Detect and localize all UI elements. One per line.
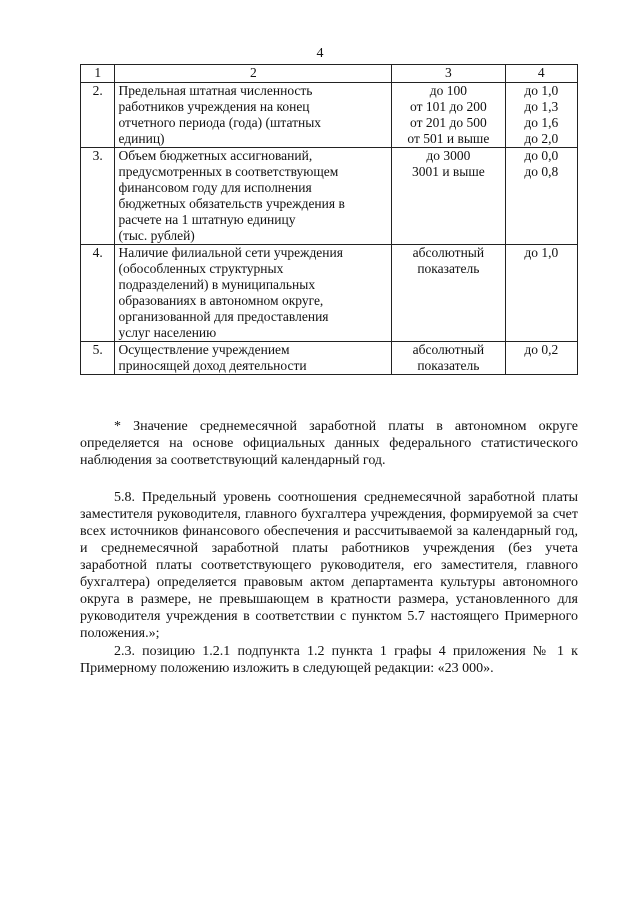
- criterion-cell-line: образованиях в автономном округе,: [118, 293, 324, 308]
- row-number: 3.: [81, 148, 115, 245]
- criterion-cell-line: отчетного периода (года) (штатных: [118, 115, 322, 130]
- range-cell-line: до 3000: [426, 148, 471, 163]
- criterion-cell-line: финансовом году для исполнения: [118, 180, 312, 195]
- range-cell-line: до 100: [429, 83, 467, 98]
- criterion-cell-line: услуг населению: [118, 325, 217, 340]
- criterion-cell-line: Осуществление учреждением: [118, 342, 290, 357]
- row-number: 2.: [81, 83, 115, 148]
- criterion-cell-line: бюджетных обязательств учреждения в: [118, 196, 345, 211]
- criterion-cell: [115, 148, 392, 245]
- column-header: 3: [392, 65, 505, 83]
- column-header: 1: [81, 65, 115, 83]
- column-header: 2: [115, 65, 392, 83]
- range-cell-line: от 501 и выше: [407, 131, 490, 146]
- coefficient-cell-line: до 0,2: [524, 342, 559, 357]
- paragraph-2-3: 2.3. позицию 1.2.1 подпункта 1.2 пункта 1 графы 4 приложения № 1 к Примерному положению изложить в следующей редакции: «23 000».: [80, 644, 578, 676]
- table-body: [81, 83, 578, 375]
- criterion-cell: [115, 245, 392, 342]
- range-cell: [392, 83, 505, 148]
- range-cell-line: показатель: [417, 261, 480, 276]
- table-header-row: [81, 65, 578, 83]
- criterion-cell-line: (тыс. рублей): [118, 228, 195, 243]
- criterion-cell-line: подразделений) в муниципальных: [118, 277, 316, 292]
- paragraph-5-8: 5.8. Предельный уровень соотношения среднемесячной заработной платы заместителя руководителя, главного бухгалтера учреждения, формируемой за счет всех источников финансового обеспечения и рассчитываемой за календарный год, и среднемесячной заработной платы работников учреждения (без учета заработной платы соответствующего руководителя, его заместителя, главного бухгалтера) определяется правовым актом департамента культуры автономного округа в размере, не превышающем в кратности размера, установленного для руководителя учреждения в соответствии с пунктом 5.7 настоящего Примерного положения.»;: [80, 490, 578, 641]
- range-cell-line: абсолютный: [412, 342, 485, 357]
- criterion-cell-line: организованной для предоставления: [118, 309, 329, 324]
- range-cell-line: абсолютный: [412, 245, 485, 260]
- range-cell-line: от 101 до 200: [410, 99, 487, 114]
- range-cell-line: показатель: [417, 358, 480, 373]
- coefficient-cell-line: до 0,8: [524, 164, 559, 179]
- criterion-cell-line: Предельная штатная численность: [118, 83, 313, 98]
- criteria-table: [80, 64, 578, 375]
- coefficient-cell: [505, 148, 577, 245]
- criterion-cell-line: работников учреждения на конец: [118, 99, 310, 114]
- criterion-cell-line: Объем бюджетных ассигнований,: [118, 148, 313, 163]
- criterion-cell-line: единиц): [118, 131, 165, 146]
- page-number: 4: [316, 46, 324, 61]
- footnote: * Значение среднемесячной заработной платы в автономном округе определяется на основе официальных данных федерального статистического наблюдения за соответствующий календарный год.: [80, 419, 578, 468]
- table-row: [81, 245, 578, 342]
- coefficient-cell: [505, 245, 577, 342]
- criterion-cell: [115, 83, 392, 148]
- range-cell: [392, 148, 505, 245]
- coefficient-cell-line: до 2,0: [524, 131, 559, 146]
- range-cell-line: от 201 до 500: [410, 115, 487, 130]
- row-number: 5.: [81, 342, 115, 375]
- coefficient-cell-line: до 1,0: [524, 83, 559, 98]
- criterion-cell-line: (обособленных структурных: [118, 261, 284, 276]
- coefficient-cell-line: до 1,3: [524, 99, 559, 114]
- coefficient-cell-line: до 1,0: [524, 245, 559, 260]
- range-cell: [392, 342, 505, 375]
- range-cell-line: 3001 и выше: [411, 164, 485, 179]
- coefficient-cell: [505, 342, 577, 375]
- criterion-cell-line: предусмотренных в соответствующем: [118, 164, 339, 179]
- coefficient-cell: [505, 83, 577, 148]
- criterion-cell: [115, 342, 392, 375]
- table-row: [81, 148, 578, 245]
- table-row: [81, 342, 578, 375]
- criterion-cell-line: Наличие филиальной сети учреждения: [118, 245, 343, 260]
- row-number: 4.: [81, 245, 115, 342]
- criterion-cell-line: расчете на 1 штатную единицу: [118, 212, 296, 227]
- range-cell: [392, 245, 505, 342]
- criterion-cell-line: приносящей доход деятельности: [118, 358, 307, 373]
- column-header: 4: [505, 65, 577, 83]
- coefficient-cell-line: до 1,6: [524, 115, 559, 130]
- coefficient-cell-line: до 0,0: [524, 148, 559, 163]
- table-row: [81, 83, 578, 148]
